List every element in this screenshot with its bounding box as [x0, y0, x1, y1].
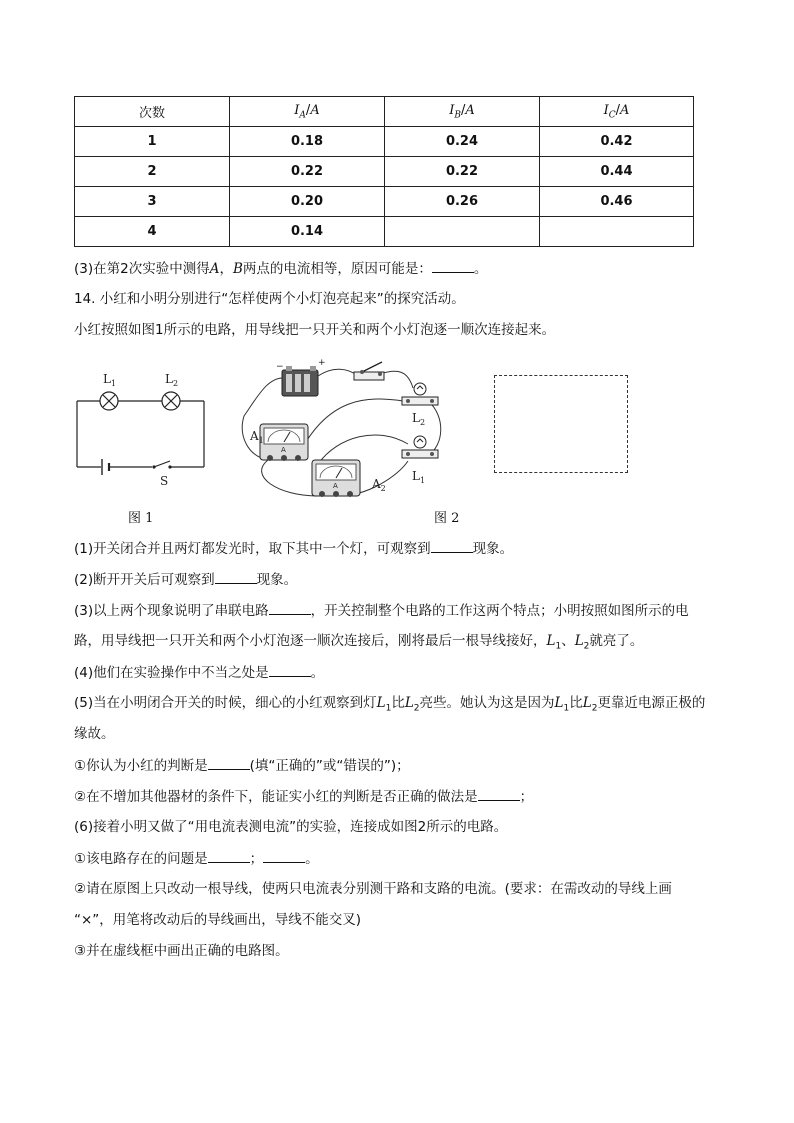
switch-device	[354, 362, 384, 380]
label-a2: $A_2$	[372, 477, 386, 493]
table-row	[75, 157, 694, 187]
table-cell: 0.24	[385, 127, 540, 157]
answer-blank[interactable]	[478, 786, 520, 801]
question-14-6-3: ③并在虚线框中画出正确的电路图。	[74, 943, 289, 959]
lamp-l1-symbol	[100, 392, 118, 410]
data-table	[74, 96, 694, 247]
answer-blank[interactable]	[208, 848, 250, 863]
question-14-6: (6)接着小明又做了“用电流表测电流”的实验，连接成如图2所示的电路。	[74, 819, 508, 835]
question-14-3-line2: 路，用导线把一只开关和两个小灯泡逐一顺次连接后，刚将最后一根导线接好，$L_1$、$L_2$就亮了。	[74, 633, 644, 652]
question-14-3-line1: (3)以上两个现象说明了串联电路 ，开关控制整个电路的工作这两个特点；小明按照如图所示的电	[74, 600, 689, 621]
table-cell: 0.44	[540, 157, 694, 187]
table-row	[75, 217, 694, 247]
ammeter-a2	[312, 460, 360, 497]
label-l1: $L_1$	[412, 469, 426, 485]
table-cell: 2	[75, 157, 230, 187]
table-cell	[540, 217, 694, 247]
answer-blank[interactable]	[431, 538, 473, 553]
table-cell: 1	[75, 127, 230, 157]
header-ic: $I_C/A$	[540, 97, 694, 127]
label-l1: $L_1$	[103, 372, 117, 388]
lamp-l2-device	[402, 383, 438, 405]
battery-symbol	[102, 459, 109, 475]
switch-symbol	[152, 465, 155, 468]
question-14-1: (1)开关闭合并且两灯都发光时，取下其中一个灯，可观察到 现象。	[74, 538, 513, 559]
answer-blank[interactable]	[215, 569, 257, 584]
header-ib: $I_B/A$	[385, 97, 540, 127]
table-cell: 0.18	[230, 127, 385, 157]
battery-box	[276, 358, 326, 396]
question-14-4: (4)他们在实验操作中不当之处是 。	[74, 662, 324, 683]
question-14-title: 14. 小红和小明分别进行“怎样使两个小灯泡亮起来”的探究活动。	[74, 291, 465, 307]
table-header-row	[75, 97, 694, 127]
question-13-3: (3)在第2次实验中测得A，B两点的电流相等，原因可能是： 。	[74, 258, 487, 279]
question-14-5-2: ②在不增加其他器材的条件下，能证实小红的判断是否正确的做法是 ；	[74, 786, 533, 807]
question-14-6-2-line1: ②请在原图上只改动一根导线，使两只电流表分别测干路和支路的电流。(要求：在需改动的导线上画	[74, 881, 672, 897]
svg-text:−: −	[276, 362, 284, 372]
question-14-5-line2: 缘故。	[74, 726, 115, 742]
header-ia: $I_A/A$	[230, 97, 385, 127]
answer-blank[interactable]	[269, 662, 311, 677]
question-14-5-1: ①你认为小红的判断是 (填“正确的”或“错误的”)；	[74, 755, 410, 776]
figure-2-caption: 图 2	[434, 511, 460, 526]
header-times: 次数	[75, 97, 230, 127]
question-14-6-2-line2: “×”，用笔将改动后的导线画出，导线不能交叉)	[74, 912, 362, 928]
question-14-5-line1: (5)当在小明闭合开关的时候，细心的小红观察到灯$L_1$比$L_2$亮些。她认为这是因为$L_1$比$L_2$更靠近电源正极的	[74, 695, 706, 714]
question-14-6-1: ①该电路存在的问题是 ； 。	[74, 848, 319, 869]
lamp-l1-device	[402, 436, 438, 458]
table-cell: 4	[75, 217, 230, 247]
table-cell: 0.26	[385, 187, 540, 217]
table-cell: 0.46	[540, 187, 694, 217]
svg-text:+: +	[318, 358, 326, 368]
lamp-l2-symbol	[162, 392, 180, 410]
table-cell: 0.14	[230, 217, 385, 247]
answer-blank[interactable]	[269, 600, 311, 615]
drawing-area[interactable]	[494, 375, 628, 473]
svg-text:A: A	[333, 482, 338, 490]
table-cell	[385, 217, 540, 247]
figure-1-circuit	[70, 364, 215, 488]
answer-blank[interactable]	[208, 755, 250, 770]
question-14-intro: 小红按照如图1所示的电路，用导线把一只开关和两个小灯泡逐一顺次连接起来。	[74, 322, 556, 338]
table-row	[75, 187, 694, 217]
table-cell: 0.42	[540, 127, 694, 157]
table-cell: 0.20	[230, 187, 385, 217]
answer-blank[interactable]	[263, 848, 305, 863]
svg-text:A: A	[281, 446, 286, 454]
figure-2-physical-circuit	[238, 356, 448, 506]
answer-blank[interactable]	[432, 258, 474, 273]
table-cell: 0.22	[385, 157, 540, 187]
ammeter-a1	[260, 424, 308, 461]
label-s: S	[160, 474, 169, 488]
table-cell: 3	[75, 187, 230, 217]
label-l2: $L_2$	[165, 372, 179, 388]
table-cell: 0.22	[230, 157, 385, 187]
table-row	[75, 127, 694, 157]
figure-1-caption: 图 1	[128, 511, 154, 526]
label-a1: $A_1$	[250, 429, 264, 445]
label-l2: $L_2$	[412, 411, 426, 427]
question-14-2: (2)断开开关后可观察到 现象。	[74, 569, 297, 590]
